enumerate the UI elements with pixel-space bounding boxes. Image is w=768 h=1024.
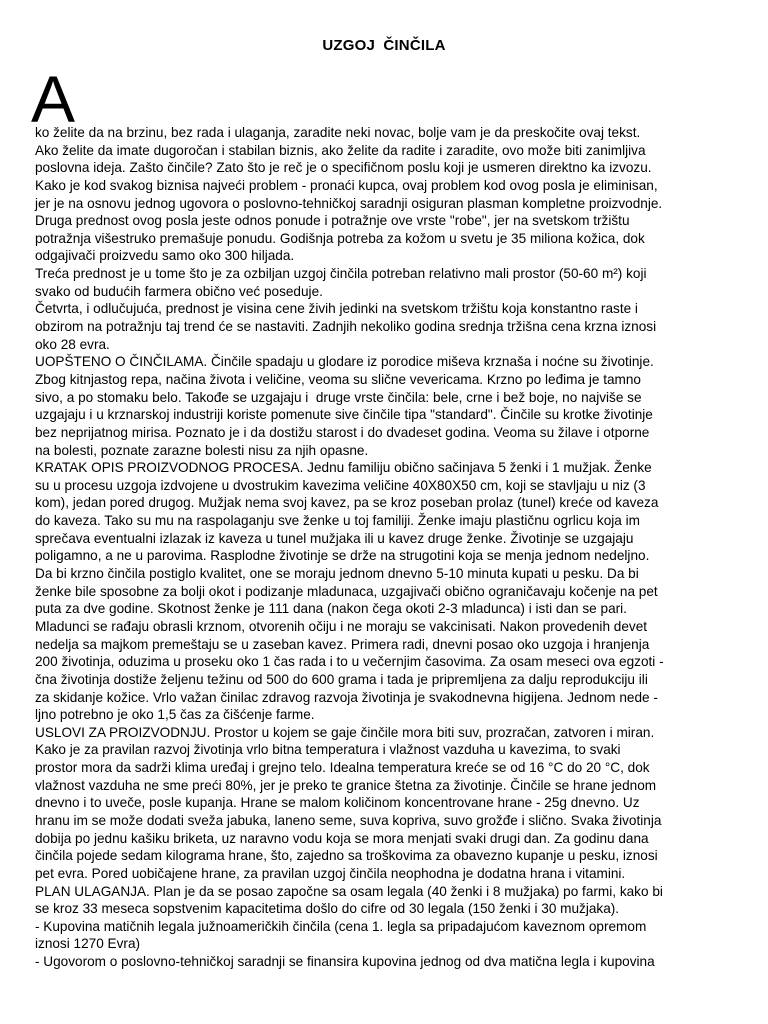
body-text-line: jer je na osnovu jednog ugovora o poslovno-tehničkoj saradnji osiguran plasman kompletne proizvodnje.: [35, 195, 663, 211]
body-text-line: poslovna ideja. Zašto činčile? Zato što je reč je o specifičnom poslu koji je usmeren direktno ka izvozu.: [35, 160, 652, 176]
body-text-line: puta za dve godine. Skotnost ženke je 111 dana (nakon čega okoti 2-3 mladunca) i isti dan se pari.: [35, 601, 627, 617]
body-text-line: vlažnost vazduha ne sme preći 80%, jer je preko te granice štetna za životinje. Činčile se hrane jednom: [35, 777, 657, 793]
body-text-line: sprečava eventualni izlazak iz kaveza u tunel mužjaka ili u kavez druge ženke. Životinje se uzgajaju: [35, 530, 634, 546]
document-body: [35, 124, 747, 971]
body-text-line: uzgajaju i u krznarskoj industriji koriste pomenute sive činčile tipa "standard". Činčile su krotke životinje: [35, 407, 653, 423]
body-text-line: hranu im se može dodati sveža jabuka, laneno seme, suva kopriva, suvo grožđe i slično. Svaka životinja: [35, 812, 662, 828]
body-text-line: Četvrta, i odlučujuća, prednost je visina cene živih jedinki na svetskom tržištu koja konstantno raste i: [35, 301, 638, 317]
body-text-line: USLOVI ZA PROIZVODNJU. Prostor u kojem se gaje činčile mora biti suv, prozračan, zatvoren i miran.: [35, 724, 655, 740]
body-text-line: činčila pojede sedam kilograma hrane, što, zajedno sa troškovima za obavezno kupanje u pesku, iznosi: [35, 848, 658, 864]
body-text-line: UOPŠTENO O ČINČILAMA. Činčile spadaju u glodare iz porodice miševa krznaša i noćne su životinje.: [35, 354, 654, 370]
body-text-line: Treća prednost je u tome što je za ozbiljan uzgoj činčila potreban relativno mali prostor (50-60 m²) koji: [35, 266, 647, 282]
body-text-line: kom), jedan pored drugog. Mužjak nema svoj kavez, pa se kroz poseban prolaz (tunel) kreće od kaveza: [35, 495, 659, 511]
body-text-line: do kaveza. Tako su mu na raspolaganju sve ženke u toj familiji. Ženke imaju plastičnu ogrlicu koja im: [35, 513, 640, 529]
body-text-line: Druga prednost ovog posla jeste odnos ponude i potražnje ove vrste "robe", jer na svetskom tržištu: [35, 213, 630, 229]
body-text-line: poligamno, a ne u parovima. Rasplodne životinje se drže na strugotini koja se menja jednom nedeljno.: [35, 548, 650, 564]
body-text-line: iznosi 1270 Evra): [35, 936, 141, 952]
body-text-line: bez neprijatnog mirisa. Poznato je i da dostižu starost i do dvadeset godina. Veoma su žilave i otporne: [35, 424, 650, 440]
body-text-line: 200 životinja, oduzima u proseku oko 1 čas rada i to u večernjim časovima. Za osam meseci ova egzoti -: [35, 654, 664, 670]
body-text-line: ljno potrebno je oko 1,5 čas za čišćenje farme.: [35, 707, 315, 723]
body-text-line: svako od budućih farmera obično već poseduje.: [35, 283, 323, 299]
body-text-line: za skidanje kožice. Vrlo važan činilac zdravog razvoja životinja je svakodnevna higijena. Jednom nede -: [35, 689, 658, 705]
body-text-line: nedelja sa majkom premeštaju se u zaseban kavez. Primera radi, dnevni posao oko uzgoja i hranjenja: [35, 636, 650, 652]
body-text-line: su u procesu uzgoja izdvojene u dvostrukim kavezima veličine 40X80X50 cm, koji se stavljaju u niz (3: [35, 477, 646, 493]
body-text-line: ženke bile sposobne za bolji okot i podizanje mladunaca, uzgajivači obično ograničavaju kočenje na pet: [35, 583, 658, 599]
body-text-line: PLAN ULAGANJA. Plan je da se posao započne sa osam legala (40 ženki i 8 mužjaka) po farmi, kako bi: [35, 883, 663, 899]
body-text-line: Zbog kitnjastog repa, načina života i veličine, veoma su slične vevericama. Krzno po leđima je tamno: [35, 371, 641, 387]
drop-cap-letter: A: [31, 62, 76, 136]
body-text-line: pet evra. Pored uobičajene hrane, za pravilan uzgoj činčila neophodna je dodatna hrana i vitamini.: [35, 865, 626, 881]
body-text-line: se kroz 33 meseca sopstvenim kapacitetima došlo do cifre od 30 legala (150 ženki i 30 mužjaka).: [35, 901, 620, 917]
body-text-line: dnevno i to uveče, posle kupanja. Hrane se malom količinom koncentrovane hrane - 25g dnevno. Uz: [35, 795, 640, 811]
body-text-line: - Ugovorom o poslovno-tehničkoj saradnji se finansira kupovina jednog od dva matična legla i kupovina: [35, 954, 655, 970]
body-text-line: potražnja višestruko premašuje ponudu. Godišnja potreba za kožom u svetu je 35 miliona kožica, dok: [35, 230, 645, 246]
body-text-line: sivo, a po stomaku belo. Takođe se uzgajaju i druge vrste činčila: bele, crne i bež boje, no najviše se: [35, 389, 642, 405]
body-text-line: dobija po jednu kašiku briketa, uz naravno vodu koja se mora menjati svaki drugi dan. Za godinu dana: [35, 830, 649, 846]
body-text-line: obzirom na potražnju taj trend će se nastaviti. Zadnjih nekoliko godina srednja tržišna cena krzna iznosi: [35, 319, 657, 335]
body-text-line: KRATAK OPIS PROIZVODNOG PROCESA. Jednu familiju obično sačinjava 5 ženki i 1 mužjak. Ženke: [35, 460, 652, 476]
body-text-line: Mladunci se rađaju obrasli krznom, otvorenih očiju i ne moraju se vakcinisati. Nakon provedenih devet: [35, 618, 648, 634]
body-text-line: Ako želite da imate dugoročan i stabilan biznis, ako želite da radite i zaradite, ovo može biti zanimljiva: [35, 142, 646, 158]
body-text-line: - Kupovina matičnih legala južnoameričkih činčila (cena 1. legla sa pripadajućom kaveznom opremom: [35, 918, 647, 934]
body-text-line: prostor mora da sadrži klima uređaj i grejno telo. Idealna temperatura kreće se od 16 °C do 20 °C, dok: [35, 760, 650, 776]
body-text-line: odgajivači proizvedu samo oko 300 hiljada.: [35, 248, 295, 264]
body-text-line: oko 28 evra.: [35, 336, 110, 352]
body-text-line: Da bi krzno činčila postiglo kvalitet, one se moraju jednom dnevno 5-10 minuta kupati u pesku. Da bi: [35, 566, 639, 582]
body-text-line: Kako je kod svakog biznisa najveći problem - pronaći kupca, ovaj problem kod ovog posla je eliminisan,: [35, 177, 658, 193]
body-text-line: na bolesti, poznate zarazne bolesti nisu za njih opasne.: [35, 442, 369, 458]
document-title: UZGOJ ČINČILA: [322, 37, 446, 54]
body-text-line: ko želite da na brzinu, bez rada i ulaganja, zaradite neki novac, bolje vam je da preskočite ovaj tekst.: [35, 125, 641, 140]
body-text-line: Kako je za pravilan razvoj životinja vrlo bitna temperatura i vlažnost vazduha u kavezima, to svaki: [35, 742, 621, 758]
body-text-line: čna životinja dostiže željenu težinu od 500 do 600 grama i tada je pripremljena za dalju reprodukciju ili: [35, 671, 648, 687]
